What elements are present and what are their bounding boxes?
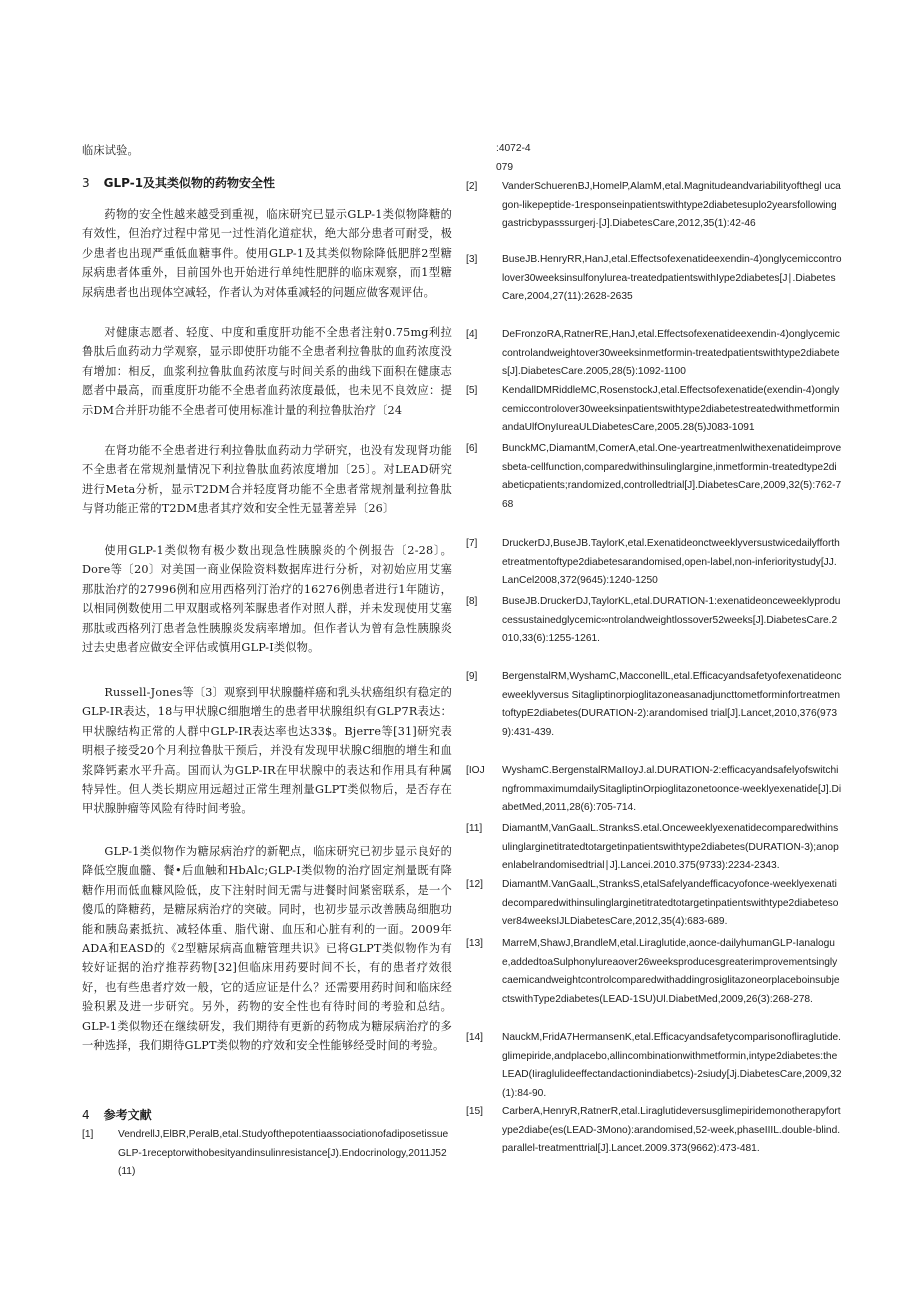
paragraph-safety-intro: 药物的安全性越来越受到重视，临床研究已显示GLP-1类似物降糖的有效性，但治疗过程中常见一过性消化道症状，绝大部分患者可耐受，极少患者也出现严重低血糖事件。使用GLP-1及其类似物除降低肥胖2型糖尿病患者体重外，目前国外也开始进行单纯性肥胖的临床观察，而1型糖尿病患者也出现体空减轻，作者认为对体重减轻的问题应做客观评估。 — [82, 208, 452, 299]
reference-text: MarreM,ShawJ,BrandleM,etal.Liraglutide,aonce-dailyhumanGLP-Ianalogue,addedtoaSulphonylureaover26weeksproducesgreaterimprovementsinglycaemicandweightcontrolcomparedwithaddingrosiglitazoneorplaceboinsubjectswithType2diabetes(LEAD-1SU)Ul.DiabetMed,2009,26(3):268-278. — [502, 938, 840, 1005]
paragraph-conclusion: GLP-1类似物作为糖尿病治疗的新靶点，临床研究已初步显示良好的降低空腹血髓、餐•后血触和HbAlc;GLP-I类似物的治疗固定剂量既有降糖作用而低血糠风险低，皮下注射时间无需与进餐时间紧密联系，是一个傻瓜的降糖药，是糖尿病治疗的突破。同时，也初步显示改善胰岛细胞功能和胰岛素抵抗、减轻体重、脂代谢、血压和心脏有利的一面。2009年ADA和EASD的《2型糖尿病高血糖管理共识》已将GLPT类似物作为有较好证据的治疗推荐药物[32]但临床用药要时间不长，有的患者疗效很好，也有些患者疗效一般，它的适应证是什么？还需要用药时间和临床经验积累及进一步研究。另外，药物的安全性也有待时间的考验和总结。GLP-1类似物还在继续研发，我们期待有更新的药物成为糖尿病治疗的多一种选择，我们期待GLPT类似物的疗效和安全性能够经受时间的考验。 — [82, 845, 452, 1053]
section-4-title: 参考文献 — [103, 1108, 152, 1122]
paragraph-kidney: 在肾功能不全患者进行利拉鲁肽血药动力学研究，也没有发现肾功能不全患者在常规剂量情况下利拉鲁肽血药浓度增加〔25〕。对LEAD研究进行Meta分析，显示T2DM合并轻度肾功能不全患者常规剂量利拉鲁肽与肾功能正常的T2DM患者其疗效和安全性无显著差异〔26〕 — [82, 444, 452, 516]
reference-tag: [IOJ — [466, 765, 485, 776]
section-4-heading — [82, 1106, 152, 1123]
reference-tag: [7] — [466, 538, 478, 549]
reference-text: DeFronzoRA,RatnerRE,HanJ,etal.Effectsofexenatideexendin-4)onglycemiccontrolandweightover30weeksinmetformin-treatedpatientswithtype2diabetes[J].DiabetesCare.2005,28(5):1092-1100 — [502, 329, 840, 378]
section-3-heading — [82, 174, 275, 191]
reference-tag: [11] — [466, 823, 483, 834]
reference-text: DiamantM.VanGaalL,StranksS,etalSafelyandefficacyofonce-weeklyexenatidecomparedwithinsulinglarginetitratedtotargetinpatientswithtype2diabetesover84weeksIJLDiabetesCare,2012,35(4):683-689. — [502, 879, 839, 928]
intro-tail: 临床试验。 — [82, 144, 139, 157]
reference-tag: [4] — [466, 329, 478, 340]
reference-tag: [8] — [466, 596, 478, 607]
reference-tag: [1] — [82, 1129, 94, 1140]
reference-text: VendrellJ,ElBR,PeralB,etal.Studyofthepotentiaassociationofadiposetissue GLP-1receptorwithobesityandinsulinresistance[J).Endocrinology,2011J52(11) — [118, 1129, 449, 1178]
reference-text: KendallDMRiddleMC,RosenstockJ,etal.Effectsofexenatide(exendin-4)onglycemiccontrolover30weeksinpatientswithtype2diabetestreatedwithmetforminandaUlfOnyIureaULDiabetesCare,2005.28(5)J083-1091 — [502, 385, 840, 434]
paragraph-pancreatitis: 使用GLP-1类似物有极少数出现急性胰腺炎的个例报告〔2-28〕。Dore等〔20〕对美国一商业保险资料数据库进行分析，对初始应用艾塞那肽治疗的27996例和应用西格列汀治疗的16276例患者进行1年随访，以相同例数使用二甲双胭或格列苯脲患者作对照人群，并未发现使用艾塞那肽或西格列汀患者急性胰腺炎发病率增加。但作者认为曾有急性胰腺炎过去史患者应做安全评估或慎用GLP-I类似物。 — [82, 544, 452, 655]
section-4-number: 4 — [82, 1108, 90, 1122]
reference-tag: [13] — [466, 938, 483, 949]
reference-tag: [5] — [466, 385, 478, 396]
reference-text: VanderSchuerenBJ,HomelP,AlamM,etal.Magnitudeandvariabilityofthegl ucagon-likepeptide-1responseinpatientswithtype2diabetesuplo2yearsfollowinggastricbypasssurgerj·[J].DiabetesCare,2012,35(1):42-46 — [502, 181, 841, 230]
reference-tag: [15] — [466, 1106, 483, 1117]
paragraph-thyroid: Russell-Jones等〔3〕观察到甲状腺髓样癌和乳头状癌组织有稳定的GLP-IR表达，18与甲状腺C细胞增生的患者甲状腺组织有GLP7R表达：甲状腺结构正常的人群中GLP-IR表达率也达33$。Bjerre等[31]研究表明根子接受20个月利拉鲁肽干预后，并没有发现甲状腺C细胞的增生和血浆降钙素水平升高。国而认为GLP-IR在甲状腺中的表达和作用具有种属特异性。但人类长期应用远超过正常生理剂量GLPT类似物后，是否存在甲状腺肿瘤等风险有待时间考验。 — [82, 686, 452, 816]
reference-tag: [9] — [466, 671, 478, 682]
reference-tag: [2] — [466, 181, 478, 192]
reference-text: NauckM,FridA7HermansenK,etal.Efficacyandsafetycomparisonofliraglutide.glimepiride,andplacebo,allincombinationwithmetformin,intype2diabetes:theLEAD(Iiraglulideeffectandactionindiabetcs)-2siudy[Jj.DiabetesCare,2009,32(1):84-90. — [502, 1032, 842, 1099]
paragraph-liver: 对健康志愿者、轻度、中度和重度肝功能不全患者注射0.75mg利拉鲁肽后血药动力学观察，显示即使肝功能不全患者利拉鲁肽的血药浓度没有增加：相反，血浆利拉鲁肽血药浓度与时间关系的曲线下面积在健康志愿者中最高，而重度肝功能不全患者血药浓度最低，也未见不良效应：提示DM合并肝功能不全患者可使用标准计量的利拉鲁肽治疗〔24 — [82, 326, 452, 417]
section-3-title: GLP-1及其类似物的药物安全性 — [103, 176, 276, 190]
reference-text: BuseJB.DruckerDJ,TaylorKL,etal.DURATION-1:exenatideonceweeklyproducessustainedglycemic∞ntrolandweightlossover52weeks[J].DiabetesCare.2010,33(6):1255-1261. — [502, 596, 841, 645]
reference-tag: [6] — [466, 443, 478, 454]
reference-tag: [12] — [466, 879, 483, 890]
reference-text: WyshamC.BergenstalRMaIIoyJ.al.DURATION-2:efficacyandsafelyofswitchingfrommaximumdailySitagliptinOrpioglitazonetoonce-weeklyexenatide[J].DiabetMed,2011,28(6):705-714. — [502, 765, 842, 814]
reference-text: DiamantM,VanGaalL.StranksS.etal.Onceweeklyexenatidecomparedwithinsulinglarginetitratedtotargetinpatientswithtype2diabetes(DURATION-3);anopenlabelrandomisedtrial∣J].Lancei.2010.375(9733):2234-2343. — [502, 823, 839, 872]
reference-text: BergenstalRM,WyshamC,MacconellL,etal.Efficacyandsafetyofexenatideonceweeklyversus SitagliptinorpioglitazoneasanadjuncttometforminfortreatmentoftypE2diabetes(DURATION-2):arandomised trial[J].Lancet,2010,376(9739):431-439. — [502, 671, 842, 738]
reference-text: BuseJB.HenryRR,HanJ,etal.Effectsofexenatideexendin-4)onglycemiccontrolover30weeksinsulfonylurea-treatedpatientswithIype2diabetes[J∣.DiabetesCare,2004,27(11):2628-2635 — [502, 254, 842, 303]
reference-tag: [3] — [466, 254, 478, 265]
section-3-number: 3 — [82, 176, 90, 190]
reference-text: :4072-4079 — [496, 143, 531, 173]
reference-text: DruckerDJ,BuseJB.TaylorK,etal.Exenatideonctweeklyversustwicedailyfforthetreatmentoftype2diabetesarandomised,open-label,non-inferioritystudy[JJ.LanCel2008,372(9645):1240-1250 — [502, 538, 840, 587]
reference-text: CarberA,HenryR,RatnerR,etal.Liraglutideversusglimepiridemonotherapyfortype2diabe(es(LEAD-3Mono):arandomised,52-week,phaseIIIL.double-blind.parallel-treatmenttrial[J].Lancet.2009.373(9662):473-481. — [502, 1106, 841, 1155]
reference-text: BunckMC,DiamantM,ComerA,etal.One-yeartreatmenlwithexenatideimprovesbeta-cellfunction,comparedwithinsulinglargine,inmetformin-treatedtype2diabeticpatients;randomized,controlledtrial[J].DiabetesCare,2009,32(5):762-768 — [502, 443, 842, 510]
reference-tag: [14] — [466, 1032, 483, 1043]
